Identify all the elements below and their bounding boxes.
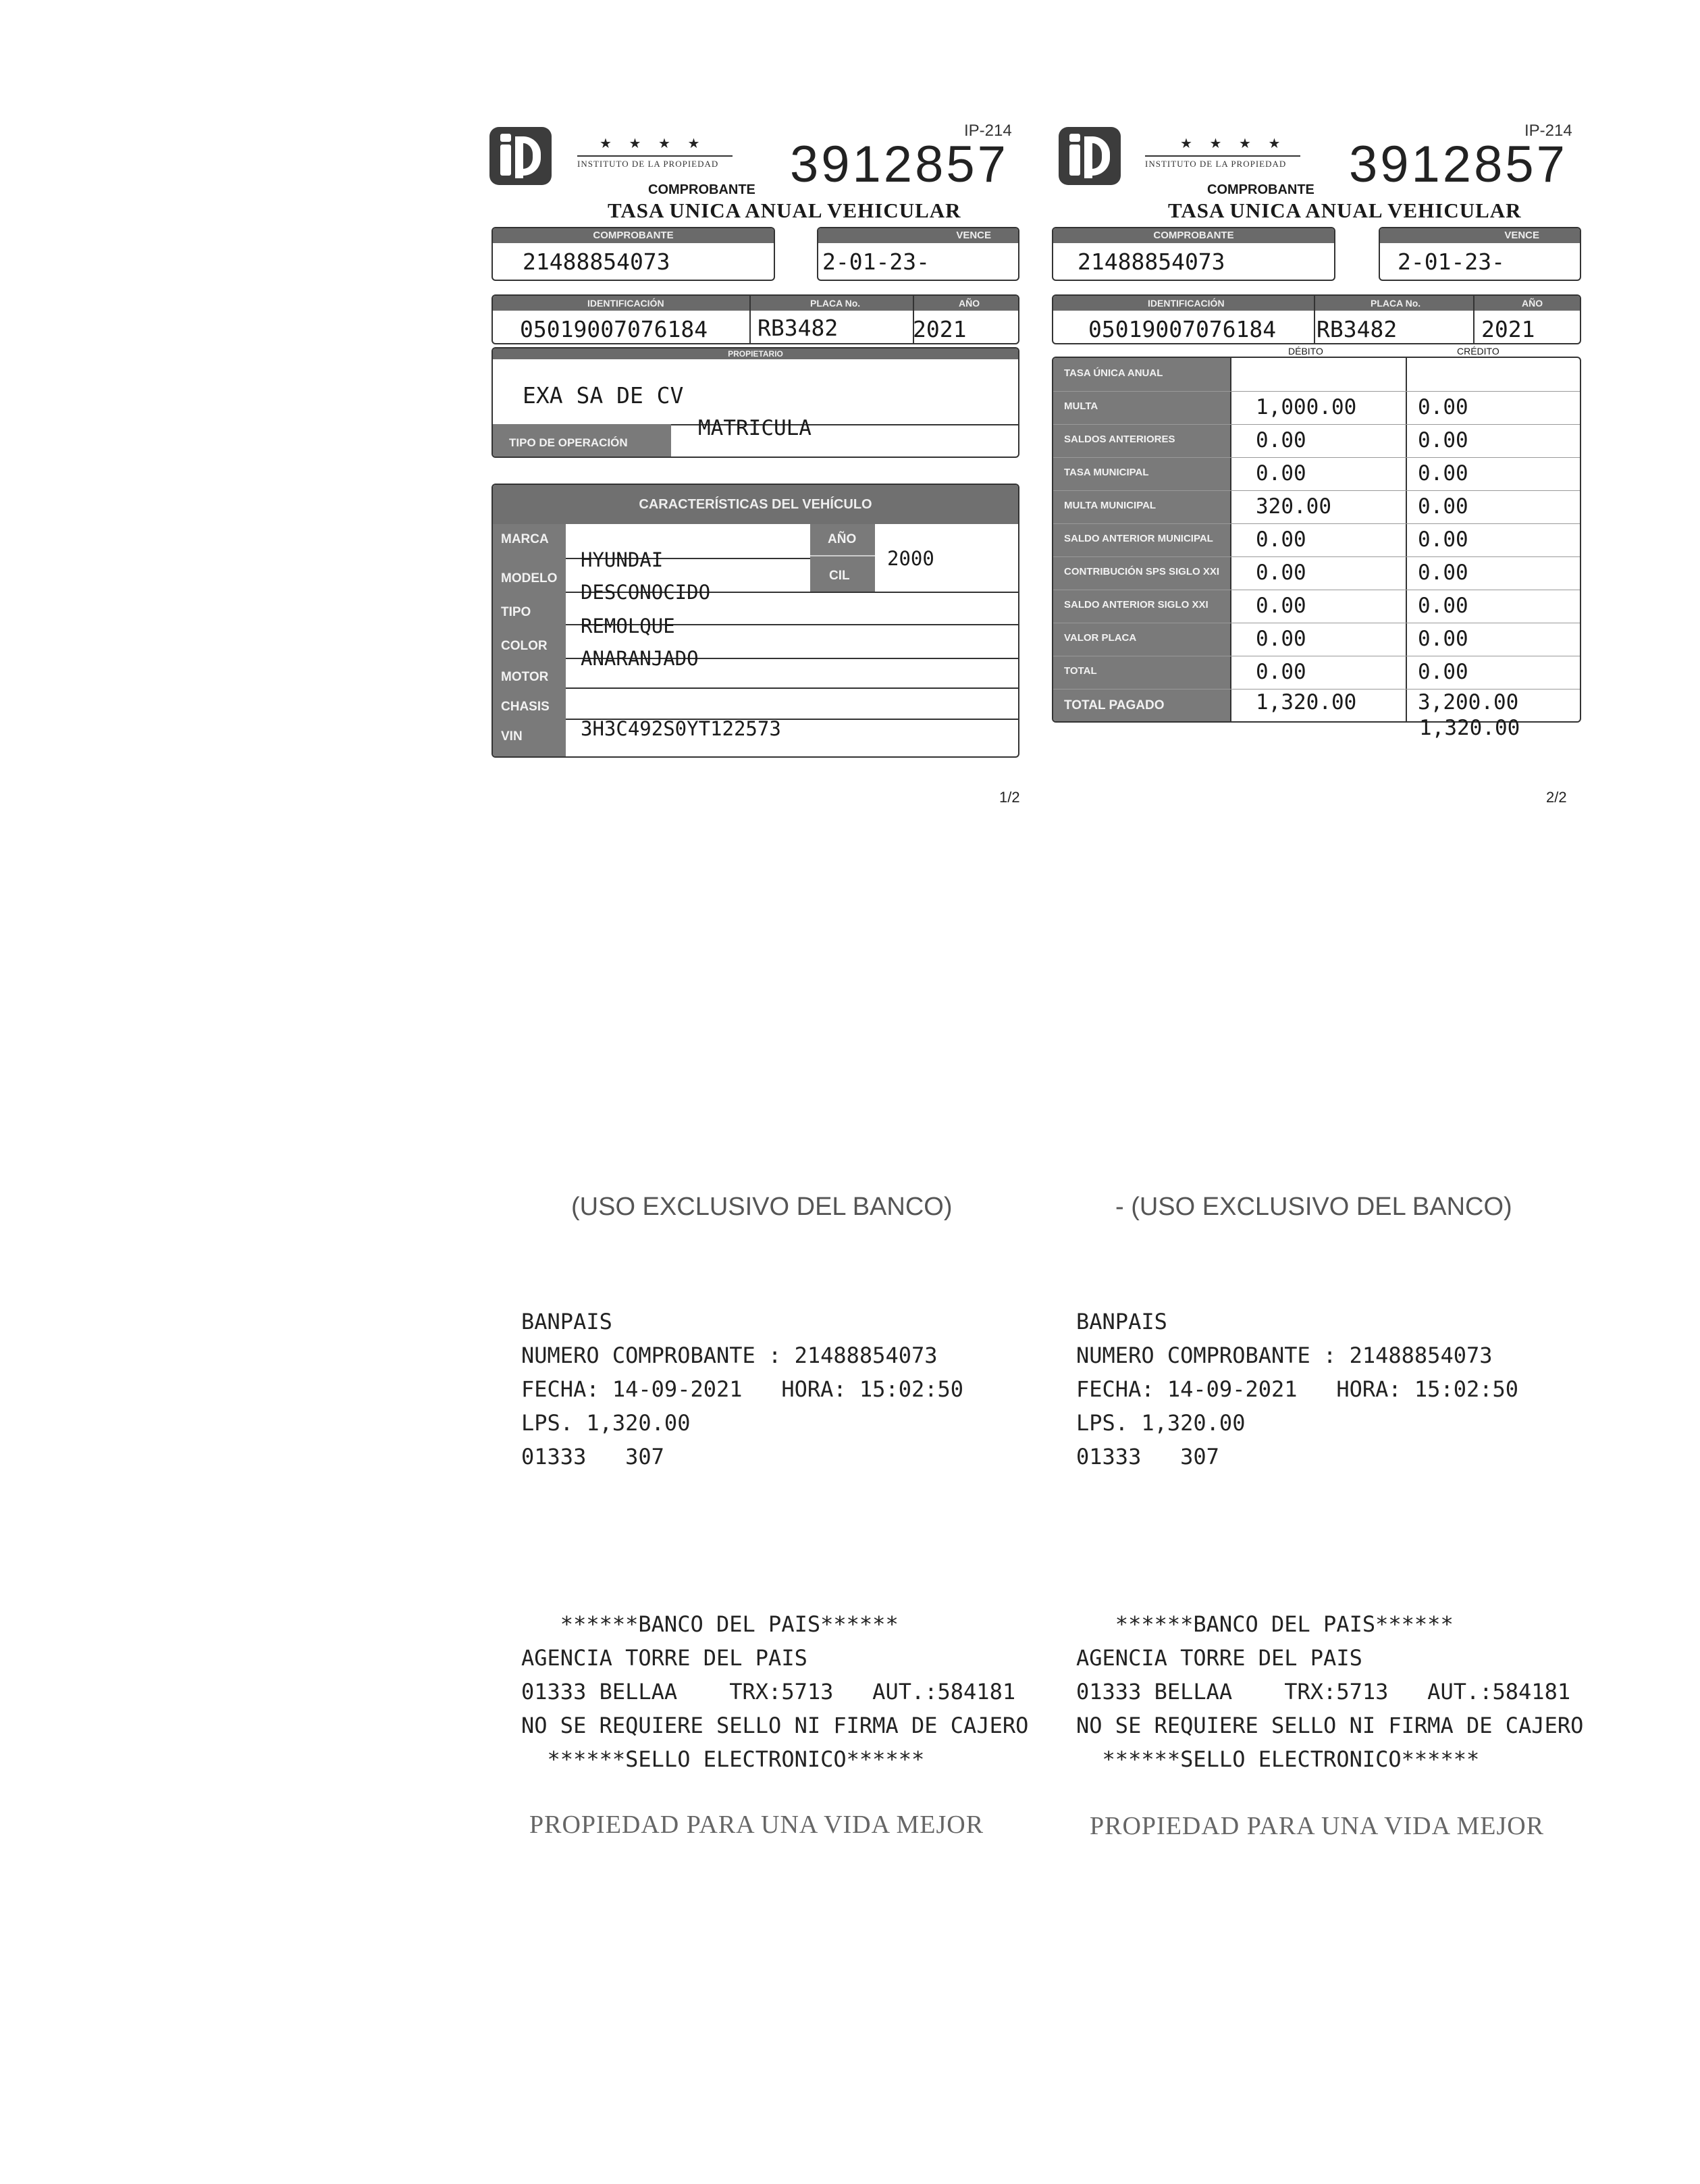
charge-debit: 0.00 — [1256, 461, 1306, 486]
charge-row — [1053, 590, 1580, 623]
vence-box-right: VENCE 2-01-23- — [1379, 227, 1581, 281]
charge-credit: 0.00 — [1418, 494, 1468, 519]
ip-logo-left — [489, 127, 552, 185]
debito-header: DÉBITO — [1288, 346, 1323, 357]
form-code-left: IP-214 — [964, 122, 1012, 140]
page-number-right: 2/2 — [1546, 789, 1567, 806]
credito-header: CRÉDITO — [1457, 346, 1499, 357]
propietario-value: EXA SA DE CV — [523, 382, 684, 409]
bank-receipt-right: BANPAIS NUMERO COMPROBANTE : 21488854073 FECHA: 14-09-2021 HORA: 15:02:50 LPS. 1,320.00 01333 307 — [1076, 1309, 1519, 1470]
tipo-value: REMOLQUE — [581, 615, 675, 638]
caracteristicas-box: CARACTERÍSTICAS DEL VEHÍCULO MARCA MODELO TIPO COLOR MOTOR CHASIS VIN AÑO CIL HYUNDAI DESCONOCIDO REMOLQUE ANARANJADO 3H3C492S0YT122573 2000 — [492, 484, 1019, 758]
id-box-right: IDENTIFICACIÓN PLACA No. AÑO 05019007076184 RB3482 2021 — [1052, 294, 1581, 344]
charge-label: MULTA MUNICIPAL — [1064, 500, 1157, 511]
title-right: TASA UNICA ANUAL VEHICULAR — [1168, 199, 1522, 222]
ip-logo-right — [1059, 127, 1121, 185]
tipo-operacion-label: TIPO DE OPERACIÓN — [509, 436, 628, 449]
extra-credit: 1,320.00 — [1419, 716, 1520, 740]
charge-credit: 0.00 — [1418, 461, 1468, 486]
institution-left: INSTITUTO DE LA PROPIEDAD — [577, 155, 733, 170]
charge-debit: 0.00 — [1256, 627, 1306, 651]
vence-value: 2-01-23- — [822, 249, 930, 275]
identificacion-value: 05019007076184 — [520, 316, 708, 342]
page-number-left: 1/2 — [999, 789, 1020, 806]
charge-debit: 320.00 — [1256, 494, 1331, 519]
bank-use-right: - (USO EXCLUSIVO DEL BANCO) — [1115, 1193, 1512, 1221]
charge-row — [1053, 424, 1580, 457]
charge-credit: 3,200.00 — [1418, 690, 1519, 714]
comprobante-word-left: COMPROBANTE — [648, 182, 755, 197]
charge-credit: 0.00 — [1418, 660, 1468, 684]
comprobante-box-right: COMPROBANTE 21488854073 — [1052, 227, 1335, 281]
charge-debit: 1,000.00 — [1256, 395, 1357, 419]
receipt-number-right: 3912857 — [1349, 136, 1568, 193]
charge-row — [1053, 556, 1580, 590]
stars-right: ★ ★ ★ ★ — [1180, 136, 1287, 151]
charge-row — [1053, 490, 1580, 523]
charge-credit: 0.00 — [1418, 428, 1468, 452]
charge-label: VALOR PLACA — [1064, 632, 1137, 644]
modelo-value: DESCONOCIDO — [581, 581, 711, 604]
charge-label: SALDO ANTERIOR SIGLO XXI — [1064, 599, 1208, 610]
charge-debit: 0.00 — [1256, 428, 1306, 452]
charges-table — [1052, 357, 1581, 723]
charge-row — [1053, 358, 1580, 391]
charge-label: TASA MUNICIPAL — [1064, 467, 1149, 478]
charge-row — [1053, 523, 1580, 556]
color-value: ANARANJADO — [581, 647, 699, 670]
comprobante-box-left: COMPROBANTE 21488854073 — [492, 227, 775, 281]
propietario-box: PROPIETARIO EXA SA DE CV TIPO DE OPERACIÓN MATRICULA — [492, 347, 1019, 458]
marca-value: HYUNDAI — [581, 548, 664, 571]
charge-label: MULTA — [1064, 400, 1098, 412]
charge-row — [1053, 623, 1580, 656]
tagline-right: PROPIEDAD PARA UNA VIDA MEJOR — [1090, 1812, 1545, 1840]
anio-value: 2021 — [913, 316, 967, 342]
id-box-left: IDENTIFICACIÓN PLACA No. AÑO 05019007076184 RB3482 2021 — [492, 294, 1019, 344]
bank-receipt-left: BANPAIS NUMERO COMPROBANTE : 21488854073 FECHA: 14-09-2021 HORA: 15:02:50 LPS. 1,320.00 01333 307 — [521, 1309, 964, 1470]
charge-row — [1053, 656, 1580, 689]
charge-label: SALDOS ANTERIORES — [1064, 434, 1175, 445]
charge-debit: 1,320.00 — [1256, 690, 1357, 714]
institution-right: INSTITUTO DE LA PROPIEDAD — [1145, 155, 1300, 170]
charge-label: SALDO ANTERIOR MUNICIPAL — [1064, 533, 1213, 544]
charge-debit: 0.00 — [1256, 660, 1306, 684]
charge-label: TOTAL — [1064, 665, 1097, 677]
charge-debit: 0.00 — [1256, 594, 1306, 618]
charge-credit: 0.00 — [1418, 627, 1468, 651]
bank-use-left: (USO EXCLUSIVO DEL BANCO) — [571, 1193, 953, 1221]
tipo-operacion-value: MATRICULA — [698, 416, 812, 440]
vence-box-left: VENCE 2-01-23- — [817, 227, 1019, 281]
charge-credit: 0.00 — [1418, 594, 1468, 618]
charge-credit: 0.00 — [1418, 527, 1468, 552]
charge-credit: 0.00 — [1418, 561, 1468, 585]
bank-stamp-left: ******BANCO DEL PAIS****** AGENCIA TORRE DEL PAIS 01333 BELLAA TRX:5713 AUT.:584181 NO SE REQUIERE SELLO NI FIRMA DE CAJERO ******SELLO ELECTRONICO****** — [521, 1611, 1029, 1772]
charge-label: CONTRIBUCIÓN SPS SIGLO XXI — [1064, 566, 1220, 577]
charge-debit: 0.00 — [1256, 527, 1306, 552]
charge-label: TASA ÚNICA ANUAL — [1064, 367, 1163, 379]
charge-row — [1053, 391, 1580, 424]
vin-value: 3H3C492S0YT122573 — [581, 717, 781, 740]
tagline-left: PROPIEDAD PARA UNA VIDA MEJOR — [529, 1811, 984, 1839]
title-left: TASA UNICA ANUAL VEHICULAR — [608, 199, 961, 222]
receipt-number-left: 3912857 — [790, 136, 1009, 193]
comprobante-word-right: COMPROBANTE — [1207, 182, 1314, 197]
placa-value: RB3482 — [758, 315, 839, 341]
form-code-right: IP-214 — [1524, 122, 1572, 140]
charge-row — [1053, 457, 1580, 490]
bank-stamp-right: ******BANCO DEL PAIS****** AGENCIA TORRE DEL PAIS 01333 BELLAA TRX:5713 AUT.:584181 NO SE REQUIERE SELLO NI FIRMA DE CAJERO ******SELLO ELECTRONICO****** — [1076, 1611, 1584, 1772]
charge-debit: 0.00 — [1256, 561, 1306, 585]
charge-credit: 0.00 — [1418, 395, 1468, 419]
anio-vehiculo-value: 2000 — [887, 547, 934, 570]
charge-label: TOTAL PAGADO — [1064, 698, 1165, 712]
stars-left: ★ ★ ★ ★ — [600, 136, 707, 151]
comprobante-value: 21488854073 — [523, 249, 670, 275]
